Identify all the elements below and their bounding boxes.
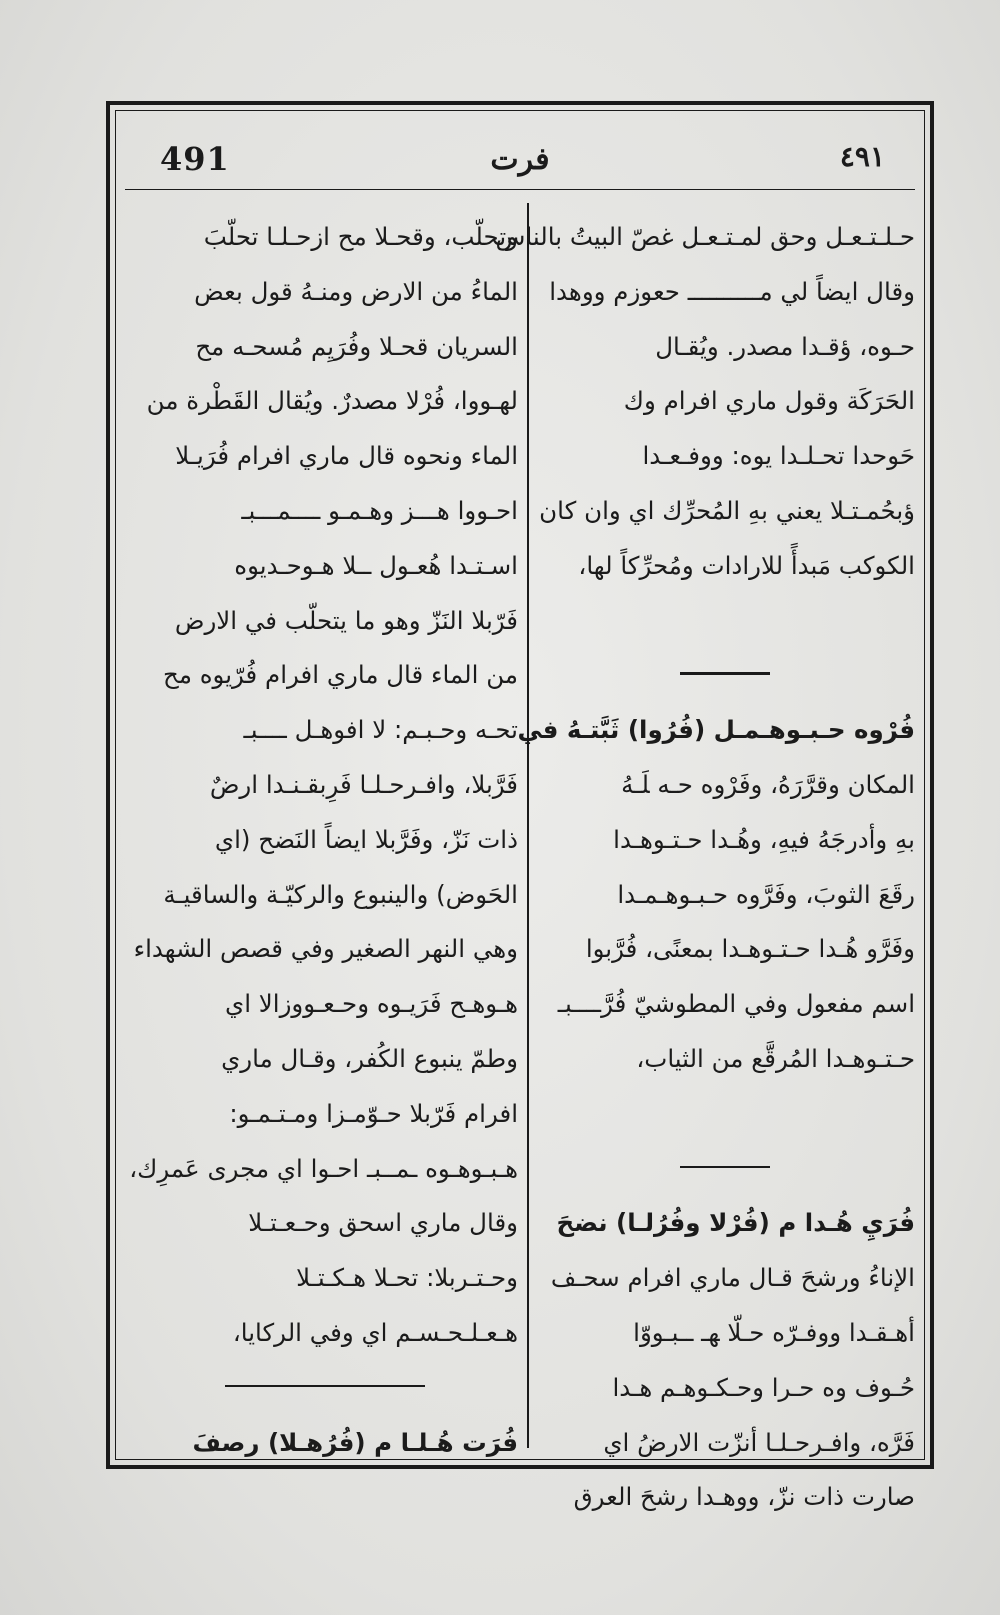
text-line: فَرَّبلا، وافـرحـلـا فَرِبقـنـدا ارضٌ	[209, 769, 518, 799]
text-line: الماءُ من الارض ومنـهُ قول بعض	[194, 276, 518, 306]
entry-headword-line: فُرْوه حـبـوه‍ـمـل (فُرُوا) ثَبَّتـهُ في	[517, 715, 915, 745]
entry-headword-line: فُرَيِ هُـدا م (فُرْلا وفُرُلـا) نضحَ	[556, 1208, 915, 1238]
entry-headword-line: فُرَت هُـلـا م (فُرُهـلا) رصفَ	[192, 1427, 518, 1457]
text-line: وقال ماري اسحق وحـعـتـلا	[248, 1208, 518, 1238]
text-line: وقال ايضاً لي مـ‍ـ‍ـ‍ـ‍ـ‍ـ‍ـ‍ـ‍ـ‍ـ حعوزم ووهدا	[549, 276, 915, 306]
text-line: أهـقـدا ووفـرّه حـلّا ‍هـ ‍ـ‍ـبـووّا	[633, 1317, 915, 1347]
text-line: رقَعَ الثوبَ، وفَرَّوه حـبـوه‍ـمـدا	[617, 879, 915, 909]
text-line: بهِ وأدرجَهُ فيهِ، وهُـدا حـتـوهـدا	[613, 824, 915, 854]
text-line: وتحلّب، وقحـلا مح ازحـلـا تحلّبَ	[203, 222, 518, 251]
text-line: افرام فَرّبلا حـوّمـزا ومـتـمـو:	[229, 1098, 518, 1128]
text-line: وحـتـربلا: تحـلا ه‍ـكـتـلا	[296, 1263, 518, 1293]
spacer	[535, 1087, 915, 1142]
text-line: اسم مفعول وفي المطوشيّ فُرَّ‍ـ‍ـ‍ـ‍ـبـ	[557, 989, 915, 1019]
text-line: السريان قحـلا وفُرَيِم مُسحـه مح	[195, 331, 518, 361]
text-line: الماء ونحوه قال ماري افرام فُرَيـلا	[175, 441, 518, 471]
text-line: حَوحدا تحـلـدا يوه: ووفـعـدا	[642, 441, 915, 471]
text-line: وطمّ ينبوع الكُفر، وقـال ماري	[221, 1043, 518, 1073]
right-column	[495, 210, 915, 1512]
running-title: فرت	[490, 142, 550, 177]
text-line: هـبـوه‍ـوه ‍ـمـ‍ـبـ احـوا اي مجرى عَمرِك،	[129, 1153, 518, 1183]
text-line: هـعـلـحـسـم اي وفي الركايا،	[232, 1317, 518, 1347]
column-divider	[527, 203, 529, 1448]
text-line: المكان وقرَّرَهُ، وفَرْوه حـه ‍لَـهُ	[621, 769, 915, 799]
entry-separator	[131, 1361, 518, 1416]
text-line: صارت ذات نزّ، ووهـدا رشحَ العرق	[573, 1482, 915, 1512]
text-line: تحـه وحـبـم: لا افوه‍ـل ‍ـ‍ـ‍ـ‍ـبـ	[243, 715, 518, 745]
text-line: فَرَّه، وافـرحـلـا أنزّت الارضُ اي	[603, 1427, 915, 1457]
text-line: الإناءُ ورشحَ قـال ماري افرام سحـف	[550, 1263, 915, 1293]
page-header	[125, 140, 915, 190]
entry-separator	[535, 648, 915, 703]
text-line: حُـوف وه حـرا وحـكـوه‍ـم هـدا	[612, 1372, 915, 1402]
left-column	[129, 210, 518, 1457]
text-line: اسـتـدا هُعـول ‍ـ‍ـلا هـوحـديوه	[234, 550, 518, 580]
page-number-arabic: ٤٩١	[839, 140, 885, 173]
text-line: فَرّبلا النَزّ وهو ما يتحلّب في الارض	[174, 605, 518, 635]
spacer	[535, 594, 915, 649]
text-line: ذات نَزّ، وفَرَّبلا ايضاً النَضح (اي	[214, 824, 518, 854]
text-line: حـلـتـعـل وحق لمـتـعـل غصّ البيتُ بالناس	[495, 222, 915, 251]
text-line: الحَرَكَة وقول ماري افرام وك	[623, 386, 915, 416]
text-line: وفَرَّو هُـدا حـتـوهـدا بمعنًى، فُرَّبوا	[585, 934, 915, 964]
text-line: ه‍ـوهـح فَرَيـوه وحـعـووزالا اي	[225, 989, 518, 1019]
text-line: من الماء قال ماري افرام فُرّيوه مح	[163, 660, 518, 690]
text-line: لهـووا، فُرْلا مصدرٌ. ويُقال القَطْرة من	[146, 386, 518, 416]
entry-separator	[535, 1142, 915, 1197]
page-number-latin: 491	[160, 140, 230, 178]
text-line: حـوه، ؤقـدا مصدر. ويُقـال	[655, 331, 915, 361]
text-line: الحَوض) والينبوع والركيّـة والساقيـة	[163, 879, 518, 909]
text-line: وهي النهر الصغير وفي قصص الشهداء	[133, 934, 518, 964]
text-line: الكوكب مَبدأً للارادات ومُحرِّكاً لها،	[578, 550, 915, 580]
text-line: ؤبحُمـتـلا يعني بهِ المُحرِّك اي وان كان	[539, 495, 915, 525]
text-line: احـووا هـ‍ـ‍ـز وهـمـو ‍ـ‍ـ‍ـ‍ـمـ‍ـ‍ـبـ	[241, 495, 518, 525]
text-line: حـتـوهـدا المُرقَّع من الثياب،	[636, 1043, 915, 1073]
